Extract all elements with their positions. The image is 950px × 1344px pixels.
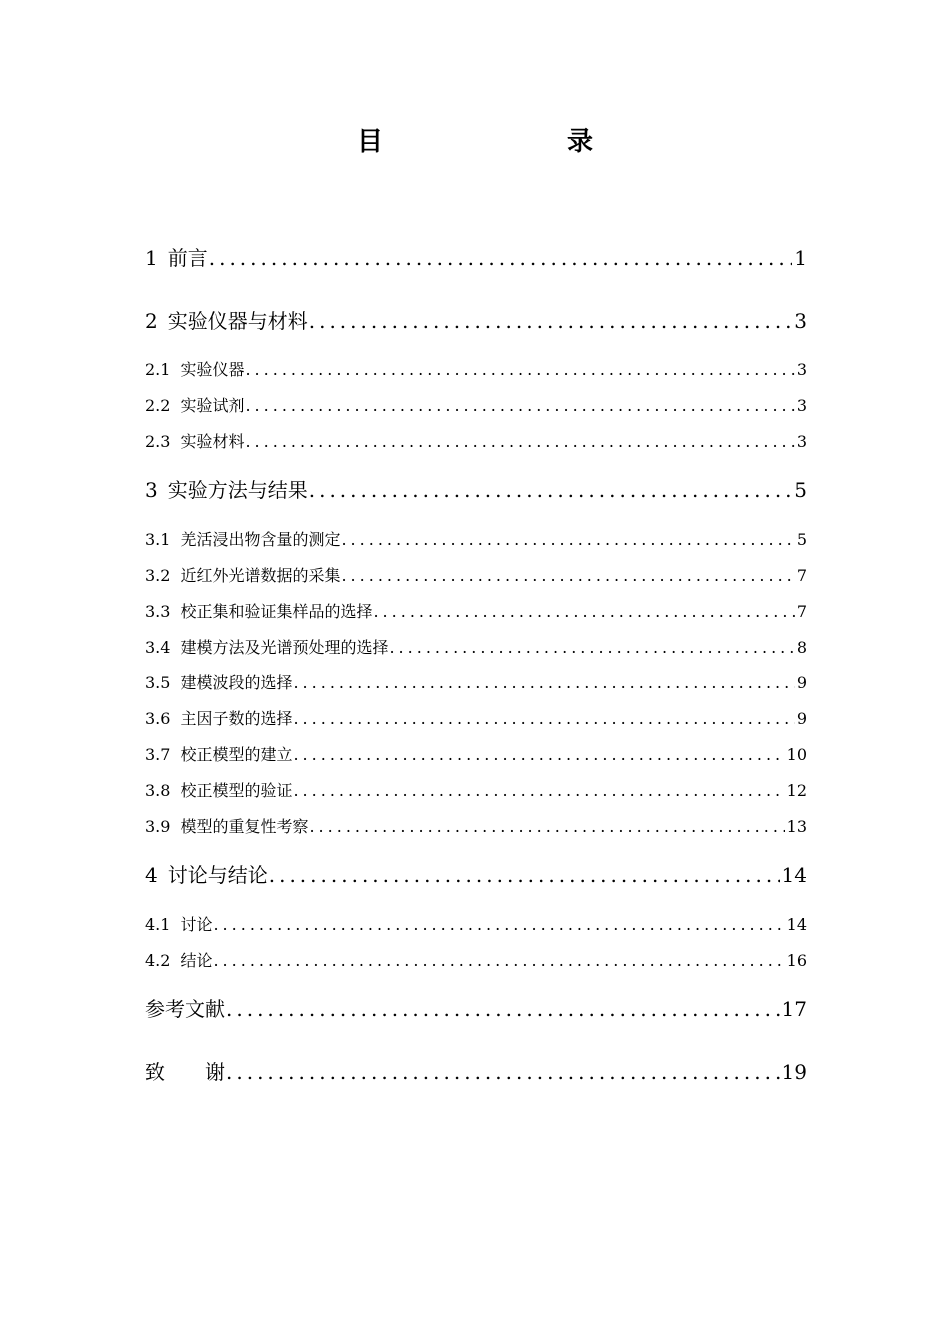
dot-leader	[309, 816, 784, 838]
toc-number: 4	[145, 863, 158, 887]
dot-leader	[213, 950, 784, 972]
toc-page-number: 9	[796, 673, 807, 692]
toc-entry-2-3[interactable]	[145, 431, 807, 453]
toc-entry-2-2[interactable]	[145, 395, 807, 417]
toc-entry-3-6[interactable]	[145, 708, 807, 730]
toc-entry-3[interactable]	[145, 477, 807, 503]
dot-leader	[245, 395, 794, 417]
toc-page-number: 12	[786, 781, 807, 800]
toc-number: 3.9	[145, 817, 171, 836]
toc-label: 实验试剂	[180, 396, 245, 415]
toc-label: 实验仪器与材料	[167, 309, 308, 333]
toc-entry-3-3[interactable]	[145, 601, 807, 623]
toc-label: 致 谢	[145, 1060, 225, 1084]
toc-entry-3-9[interactable]	[145, 816, 807, 838]
dot-leader	[226, 1059, 780, 1085]
toc-page-number: 14	[781, 863, 807, 887]
dot-leader	[245, 431, 794, 453]
toc-label: 校正模型的验证	[180, 781, 293, 800]
toc-label: 讨论与结论	[167, 863, 268, 887]
toc-page-number: 9	[796, 709, 807, 728]
toc-label: 建模方法及光谱预处理的选择	[180, 638, 389, 657]
dot-leader	[293, 672, 794, 694]
toc-number: 4.1	[145, 915, 171, 934]
toc-entry-3-4[interactable]	[145, 637, 807, 659]
toc-number: 3	[145, 478, 158, 502]
toc-number: 3.4	[145, 638, 171, 657]
toc-label: 讨论	[180, 915, 213, 934]
toc-label: 主因子数的选择	[180, 709, 293, 728]
dot-leader	[389, 637, 794, 659]
toc-entry-acknowledgements[interactable]	[145, 1059, 807, 1085]
toc-number: 3.7	[145, 745, 171, 764]
page-title: 目 录	[356, 127, 637, 157]
toc-page-number: 14	[786, 915, 807, 934]
toc-page-number: 1	[794, 246, 807, 270]
toc-number: 3.6	[145, 709, 171, 728]
toc-entry-1[interactable]	[145, 245, 807, 271]
toc-page-number: 7	[796, 602, 807, 621]
toc-number: 3.5	[145, 673, 171, 692]
toc-entry-3-1[interactable]	[145, 529, 807, 551]
toc-label: 近红外光谱数据的采集	[180, 566, 341, 585]
toc-entry-references[interactable]	[145, 996, 807, 1022]
toc-page-number: 13	[786, 817, 807, 836]
toc-label: 实验材料	[180, 432, 245, 451]
toc-label: 校正模型的建立	[180, 745, 293, 764]
dot-leader	[293, 708, 794, 730]
toc-number: 3.1	[145, 530, 171, 549]
toc-entry-2[interactable]	[145, 308, 807, 334]
dot-leader	[209, 245, 793, 271]
toc-page-number: 3	[796, 360, 807, 379]
toc-page-number: 5	[794, 478, 807, 502]
toc-entry-2-1[interactable]	[145, 359, 807, 381]
toc-page-number: 16	[786, 951, 807, 970]
dot-leader	[373, 601, 794, 623]
toc-label: 前言	[167, 246, 208, 270]
toc-page-number: 19	[781, 1060, 807, 1084]
dot-leader	[341, 565, 794, 587]
toc-page-number: 3	[794, 309, 807, 333]
toc-page-number: 5	[796, 530, 807, 549]
toc-number: 2.1	[145, 360, 171, 379]
toc-number: 1	[145, 246, 158, 270]
toc-label: 羌活浸出物含量的测定	[180, 530, 341, 549]
toc-page-number: 17	[781, 997, 807, 1021]
toc-page-number: 3	[796, 396, 807, 415]
toc-page-number: 3	[796, 432, 807, 451]
toc-page-number: 10	[786, 745, 807, 764]
toc-label: 参考文献	[145, 997, 225, 1021]
dot-leader	[341, 529, 794, 551]
toc-number: 2	[145, 309, 158, 333]
dot-leader	[245, 359, 794, 381]
dot-leader	[213, 914, 784, 936]
toc-number: 3.8	[145, 781, 171, 800]
toc-entry-4-2[interactable]	[145, 950, 807, 972]
dot-leader	[293, 780, 784, 802]
toc-label: 建模波段的选择	[180, 673, 293, 692]
toc-number: 3.2	[145, 566, 171, 585]
toc-number: 3.3	[145, 602, 171, 621]
toc-label: 模型的重复性考察	[180, 817, 309, 836]
toc-entry-3-8[interactable]	[145, 780, 807, 802]
toc-label: 实验方法与结果	[167, 478, 308, 502]
toc-label: 结论	[180, 951, 213, 970]
toc-entry-3-5[interactable]	[145, 672, 807, 694]
toc-page-number: 7	[796, 566, 807, 585]
toc-number: 4.2	[145, 951, 171, 970]
toc-number: 2.3	[145, 432, 171, 451]
dot-leader	[226, 996, 780, 1022]
dot-leader	[293, 744, 784, 766]
toc-label: 校正集和验证集样品的选择	[180, 602, 373, 621]
toc-number: 2.2	[145, 396, 171, 415]
toc-entry-3-2[interactable]	[145, 565, 807, 587]
dot-leader	[309, 308, 793, 334]
toc-label: 实验仪器	[180, 360, 245, 379]
dot-leader	[309, 477, 793, 503]
toc-entry-3-7[interactable]	[145, 744, 807, 766]
toc-entry-4[interactable]	[145, 862, 807, 888]
toc-page-number: 8	[796, 638, 807, 657]
toc-entry-4-1[interactable]	[145, 914, 807, 936]
dot-leader	[269, 862, 780, 888]
